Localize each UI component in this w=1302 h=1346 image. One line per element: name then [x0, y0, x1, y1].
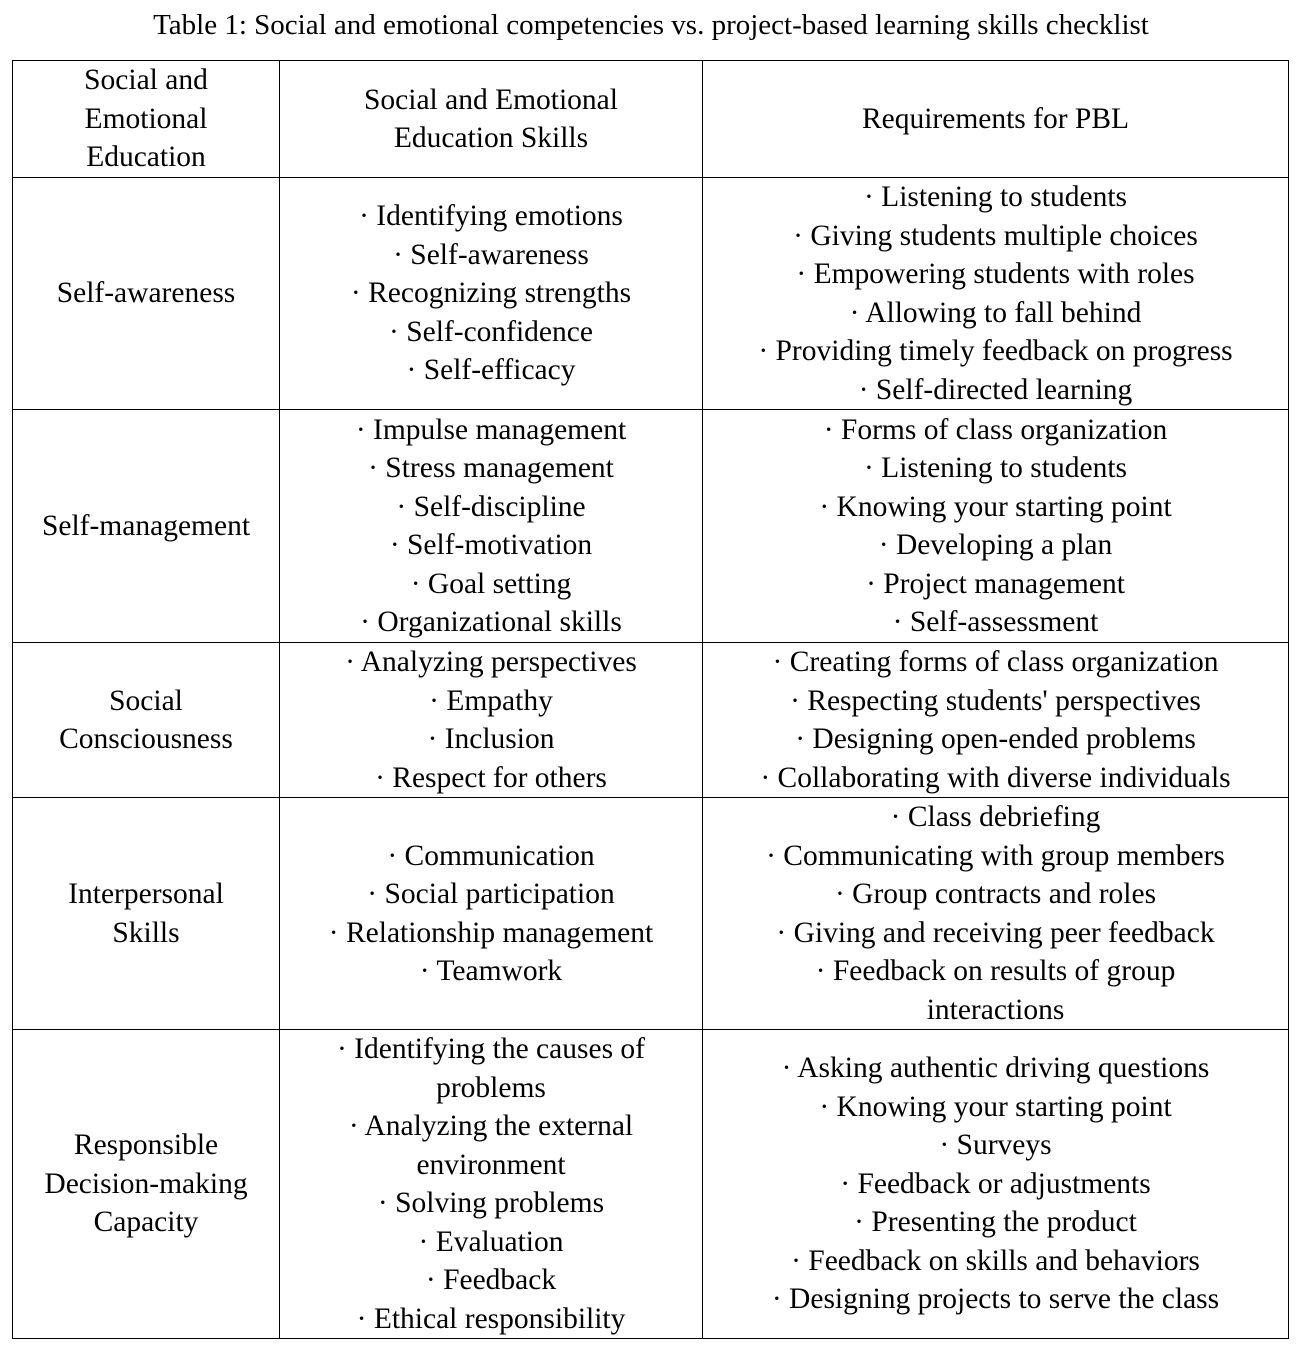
pbl-cell: [703, 410, 1289, 643]
list-item: · Designing projects to serve the class: [771, 1283, 1220, 1316]
category-cell: Self-awareness: [13, 178, 280, 410]
list-item: · Self-efficacy: [406, 354, 576, 387]
table-row: [13, 410, 1289, 643]
list-item: · Communication: [387, 839, 595, 872]
list-item: · Self-awareness: [393, 238, 589, 271]
list-item: · Relationship management: [328, 916, 654, 949]
table-row: [13, 643, 1289, 798]
list-item: · Developing a plan: [878, 529, 1113, 561]
list-item: · Creating forms of class organization: [772, 646, 1219, 678]
list-item: · Organizational skills: [360, 606, 622, 638]
skills-cell: [280, 1030, 703, 1339]
pbl-cell: [703, 643, 1289, 798]
list-item: · Analyzing perspectives: [345, 646, 637, 678]
list-item: · Listening to students: [863, 181, 1128, 213]
header-pbl-requirements: Requirements for PBL: [703, 61, 1289, 178]
table-row: [13, 1030, 1289, 1339]
list-item: · Impulse management: [355, 413, 627, 446]
list-item: · Communicating with group members: [766, 839, 1225, 872]
list-item: · Knowing your starting point: [819, 1090, 1172, 1123]
list-item: · Respect for others: [375, 761, 607, 794]
skills-cell: [280, 643, 703, 798]
category-cell: Self-management: [13, 410, 280, 643]
list-item: · Feedback or adjustments: [840, 1167, 1151, 1200]
list-item: · Project management: [866, 567, 1125, 600]
list-item: · Solving problems: [377, 1187, 605, 1219]
list-item: · Group contracts and roles: [834, 878, 1157, 910]
list-item: · Collaborating with diverse individuals: [760, 761, 1231, 794]
list-item: · Respecting students' perspectives: [790, 684, 1201, 717]
list-item: · Allowing to fall behind: [849, 296, 1142, 329]
list-item: · Giving students multiple choices: [793, 219, 1198, 252]
pbl-cell: [703, 798, 1289, 1030]
header-sel-education: Social and Emotional Education: [13, 61, 280, 178]
list-item: · Asking authentic driving questions: [781, 1052, 1210, 1085]
list-item: · Empathy: [429, 684, 553, 717]
skills-cell: [280, 178, 703, 410]
category-cell: Interpersonal Skills: [13, 798, 280, 1030]
list-item: · Self-assessment: [892, 606, 1099, 638]
list-item: · Inclusion: [427, 723, 555, 755]
skills-cell: [280, 798, 703, 1030]
list-item: · Recognizing strengths: [350, 277, 632, 310]
list-item: · Self-directed learning: [858, 373, 1133, 406]
category-cell: Responsible Decision-making Capacity: [13, 1030, 280, 1339]
competencies-table: [12, 60, 1289, 1339]
list-item: · Feedback on results of group interactions: [815, 955, 1176, 1026]
list-item: · Presenting the product: [854, 1206, 1137, 1239]
list-item: · Analyzing the external environment: [348, 1110, 634, 1181]
list-item: · Knowing your starting point: [819, 490, 1172, 523]
category-cell: Social Consciousness: [13, 643, 280, 798]
list-item: · Evaluation: [418, 1225, 564, 1258]
list-item: · Feedback on skills and behaviors: [791, 1244, 1200, 1277]
list-item: · Social participation: [367, 878, 615, 910]
list-item: · Identifying emotions: [359, 200, 623, 233]
skills-cell: [280, 410, 703, 643]
table-row: [13, 178, 1289, 410]
table-caption: Table 1: Social and emotional competencies vs. project-based learning skills checklist: [153, 9, 1149, 41]
header-row: [13, 61, 1289, 178]
list-item: · Identifying the causes of problems: [336, 1033, 645, 1104]
list-item: · Self-confidence: [389, 315, 593, 348]
list-item: · Giving and receiving peer feedback: [776, 916, 1215, 949]
list-item: · Self-discipline: [396, 490, 586, 523]
list-item: · Forms of class organization: [823, 413, 1168, 446]
list-item: · Ethical responsibility: [356, 1302, 626, 1335]
list-item: · Surveys: [939, 1129, 1052, 1162]
pbl-cell: [703, 1030, 1289, 1339]
list-item: · Goal setting: [410, 567, 572, 600]
pbl-cell: [703, 178, 1289, 410]
list-item: · Listening to students: [863, 452, 1128, 484]
list-item: · Providing timely feedback on progress: [758, 335, 1233, 367]
list-item: · Feedback: [425, 1264, 557, 1296]
list-item: · Class debriefing: [890, 801, 1101, 833]
list-item: · Designing open-ended problems: [795, 723, 1196, 755]
list-item: · Teamwork: [419, 955, 563, 987]
header-sel-skills: Social and Emotional Education Skills: [280, 61, 703, 178]
list-item: · Empowering students with roles: [796, 258, 1195, 290]
list-item: · Stress management: [368, 452, 614, 484]
list-item: · Self-motivation: [389, 529, 593, 561]
table-row: [13, 798, 1289, 1030]
